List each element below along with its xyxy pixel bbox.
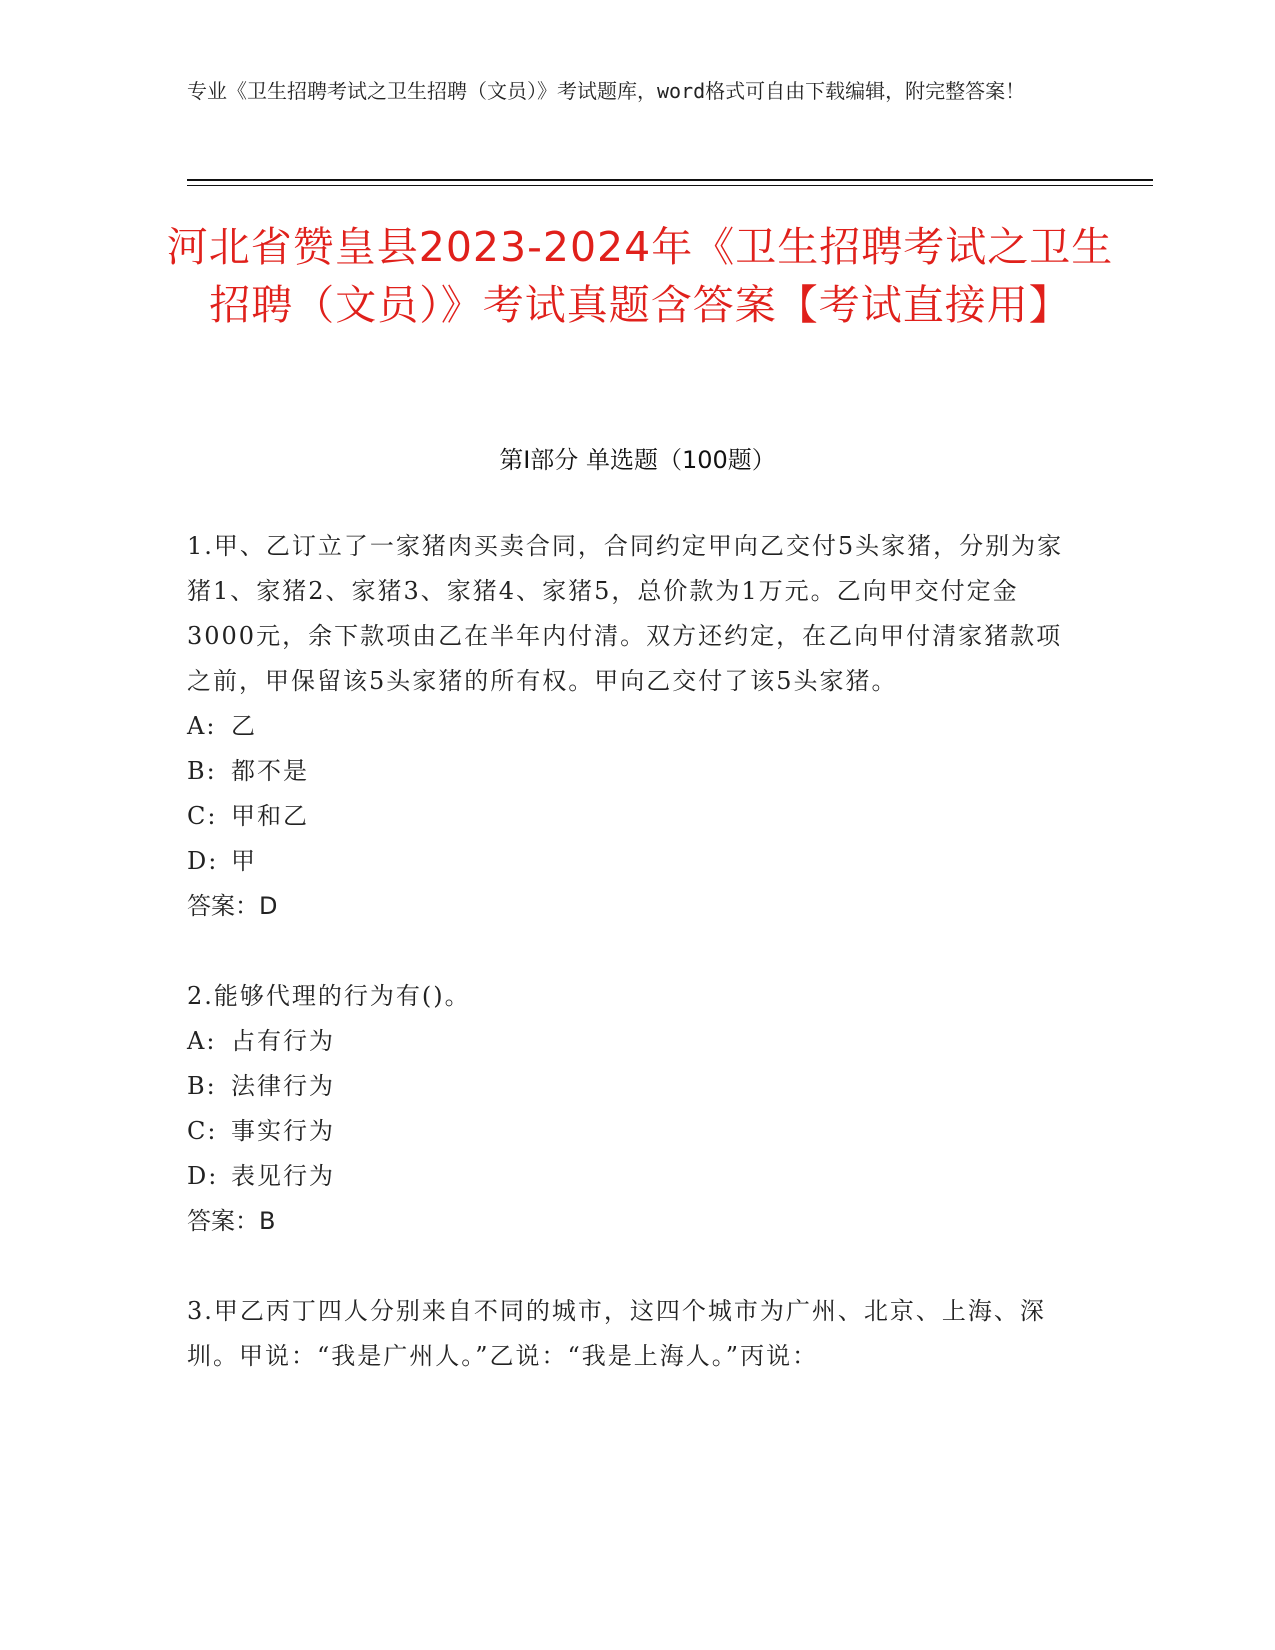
option-text: 法律行为 xyxy=(231,1072,335,1100)
option-text: 甲 xyxy=(231,847,257,875)
option-d xyxy=(187,839,1077,884)
option-c xyxy=(187,1109,1077,1154)
option-key: C: xyxy=(187,1117,218,1145)
option-text: 占有行为 xyxy=(231,1027,335,1055)
question-stem: 3.甲乙丙丁四人分别来自不同的城市，这四个城市为广州、北京、上海、深圳。甲说：“我是广州人。”乙说：“我是上海人。”丙说： xyxy=(187,1297,1046,1370)
option-key: D: xyxy=(187,847,219,875)
document-title: 河北省赞皇县2023-2024年《卫生招聘考试之卫生招聘（文员）》考试真题含答案【考试直接用】 xyxy=(166,223,1114,329)
option-key: B: xyxy=(187,1072,217,1100)
option-a xyxy=(187,704,1077,749)
option-key: C: xyxy=(187,802,218,830)
option-key: A: xyxy=(187,1027,217,1055)
option-key: D: xyxy=(187,1162,219,1190)
option-text: 乙 xyxy=(231,712,257,740)
question-stem: 1.甲、乙订立了一家猪肉买卖合同，合同约定甲向乙交付5头家猪，分别为家猪1、家猪2、家猪3、家猪4、家猪5，总价款为1万元。乙向甲交付定金3000元，余下款项由乙在半年内付清。双方还约定，在乙向甲付清家猪款项之前，甲保留该5头家猪的所有权。甲向乙交付了该5头家猪。 xyxy=(187,532,1064,695)
option-text: 都不是 xyxy=(231,757,309,785)
option-c xyxy=(187,794,1077,839)
option-text: 甲和乙 xyxy=(231,802,309,830)
option-a xyxy=(187,1019,1077,1064)
header-divider xyxy=(187,179,1153,181)
question-stem: 2.能够代理的行为有()。 xyxy=(187,982,471,1010)
option-b xyxy=(187,1064,1077,1109)
question-3 xyxy=(187,1289,1077,1379)
option-b xyxy=(187,749,1077,794)
header-divider-thin xyxy=(187,185,1153,186)
option-d xyxy=(187,1154,1077,1199)
section-title: 第Ⅰ部分 单选题（100题） xyxy=(499,446,776,474)
option-text: 表见行为 xyxy=(231,1162,335,1190)
option-key: A: xyxy=(187,712,217,740)
header-note: 专业《卫生招聘考试之卫生招聘（文员）》考试题库，word格式可自由下载编辑，附完整答案！ xyxy=(187,79,1026,103)
option-text: 事实行为 xyxy=(231,1117,335,1145)
answer-line: 答案：B xyxy=(187,1207,276,1235)
answer-line: 答案：D xyxy=(187,892,278,920)
question-list xyxy=(187,524,1077,1424)
question-1 xyxy=(187,524,1077,929)
option-key: B: xyxy=(187,757,217,785)
question-2 xyxy=(187,974,1077,1244)
